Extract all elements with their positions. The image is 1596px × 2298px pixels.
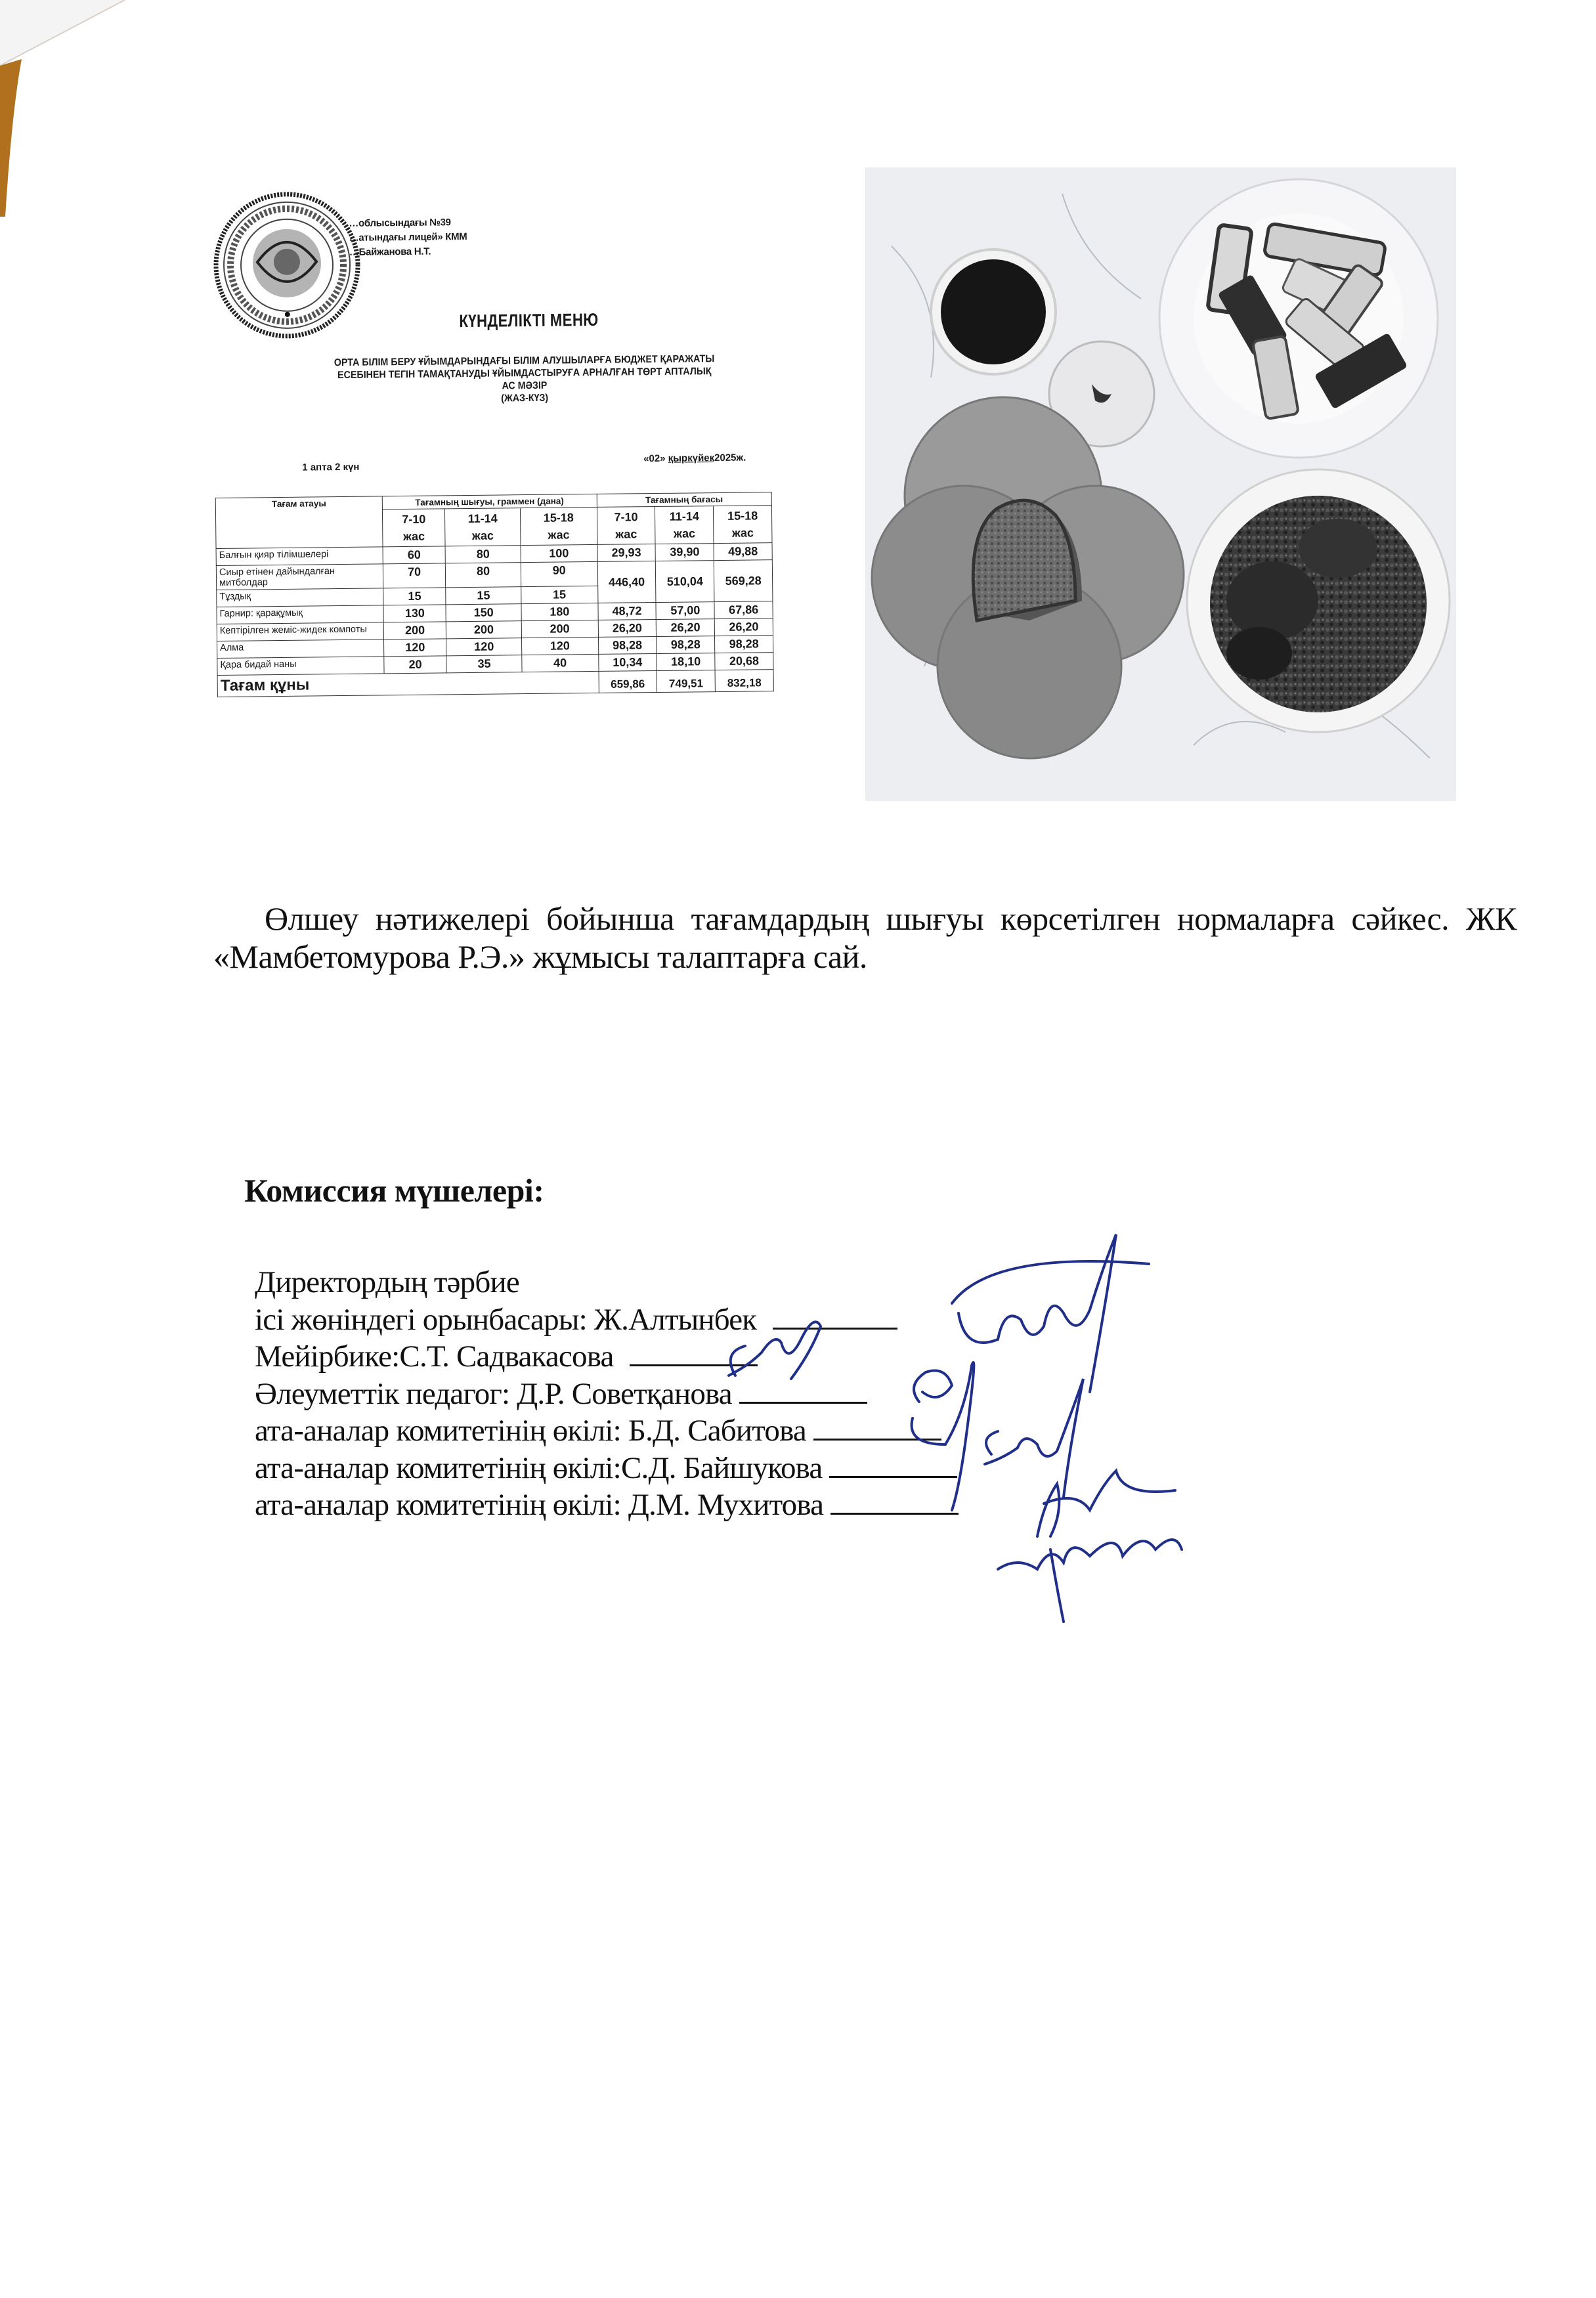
dish-price: 49,88 bbox=[714, 543, 772, 561]
dish-yield: 120 bbox=[446, 638, 522, 656]
age-range: 7-10 bbox=[402, 512, 426, 527]
subtitle-line: ЕСЕБІНЕН ТЕГІН ТАМАҚТАНУДЫ ҰЙЫМДАСТЫРУҒА АРНАЛҒАН ТӨРТ АПТАЛЫҚ bbox=[337, 366, 712, 381]
dish-yield: 200 bbox=[446, 621, 522, 639]
dish-price: 26,20 bbox=[598, 620, 657, 638]
total-price: 832,18 bbox=[715, 670, 773, 692]
member-role-name: ата-аналар комитетінің өкілі:С.Д. Байшукова bbox=[255, 1450, 823, 1485]
dish-yield: 40 bbox=[522, 654, 599, 672]
dish-price: 10,34 bbox=[598, 654, 657, 672]
age-group-header bbox=[655, 506, 714, 544]
signature-line bbox=[773, 1327, 897, 1330]
menu-date bbox=[643, 452, 746, 465]
age-range: 15-18 bbox=[727, 509, 758, 523]
member-parent-rep-2 bbox=[255, 1450, 959, 1487]
date-year: 2025ж. bbox=[714, 452, 746, 464]
dish-price: 18,10 bbox=[657, 653, 715, 671]
food-photo bbox=[865, 167, 1456, 801]
member-parent-rep-3 bbox=[255, 1486, 959, 1524]
age-group-header bbox=[382, 509, 445, 547]
buckwheat-meatball-bowl bbox=[1187, 469, 1450, 732]
dish-price: 48,72 bbox=[597, 603, 656, 620]
age-group-header bbox=[445, 508, 521, 546]
dish-yield: 130 bbox=[383, 605, 446, 622]
total-price: 659,86 bbox=[599, 670, 657, 693]
dish-yield: 20 bbox=[384, 656, 447, 674]
dish-price: 98,28 bbox=[715, 636, 773, 653]
menu-week-day: 1 апта 2 күн bbox=[302, 461, 360, 473]
dish-name: Балғын қияр тілімшелері bbox=[216, 547, 383, 566]
dish-yield: 150 bbox=[446, 604, 521, 622]
signature-line bbox=[739, 1401, 867, 1404]
folded-corner bbox=[0, 0, 131, 217]
dish-yield: 200 bbox=[521, 620, 598, 638]
signature-line bbox=[830, 1512, 959, 1515]
stamp-approval-text bbox=[349, 215, 467, 260]
signature-line bbox=[813, 1438, 941, 1441]
dish-price: 510,04 bbox=[656, 561, 714, 603]
dish-price: 26,20 bbox=[657, 619, 715, 637]
dish-yield: 120 bbox=[384, 639, 447, 657]
age-range: 15-18 bbox=[543, 511, 574, 525]
age-group-header bbox=[520, 507, 597, 545]
dish-yield: 35 bbox=[446, 655, 522, 673]
member-role-name: Мейірбике:С.Т. Садвакасова bbox=[255, 1339, 614, 1374]
signature-sabitova bbox=[985, 1379, 1083, 1497]
date-month: қыркүйек bbox=[668, 452, 715, 464]
dish-yield: 90 bbox=[521, 561, 597, 586]
total-label: Тағам құны bbox=[217, 671, 599, 697]
dish-yield: 15 bbox=[446, 587, 521, 605]
dish-price: 67,86 bbox=[714, 601, 773, 619]
compote-cup bbox=[931, 249, 1056, 374]
member-role: Директордың тәрбие bbox=[255, 1265, 519, 1299]
member-parent-rep-1 bbox=[255, 1412, 959, 1450]
dish-yield: 80 bbox=[445, 546, 521, 563]
age-unit: жас bbox=[402, 529, 425, 544]
menu-title: КҮНДЕЛІКТІ МЕНЮ bbox=[459, 309, 599, 332]
menu-table bbox=[215, 492, 774, 697]
signature-line bbox=[630, 1364, 758, 1366]
dish-yield: 80 bbox=[446, 563, 521, 588]
dish-yield: 15 bbox=[383, 588, 446, 605]
menu-scan bbox=[204, 131, 857, 768]
stamp-line: …атындағы лицей» КММ bbox=[349, 230, 467, 244]
dish-yield: 200 bbox=[383, 622, 446, 640]
member-social-pedagogue bbox=[255, 1376, 959, 1413]
signature-mukhitova bbox=[998, 1540, 1182, 1622]
col-header-price: Тағамның бағасы bbox=[597, 492, 772, 508]
member-role-name: Әлеуметтік педагог: Д.Р. Советқанова bbox=[255, 1376, 732, 1411]
subtitle-line: ОРТА БІЛІМ БЕРУ ҰЙЫМДАРЫНДАҒЫ БІЛІМ АЛУШЫЛАРҒА БЮДЖЕТ ҚАРАЖАТЫ bbox=[334, 353, 715, 369]
member-role-name: ата-аналар комитетінің өкілі: Б.Д. Сабитова bbox=[255, 1414, 806, 1448]
age-unit: жас bbox=[673, 527, 696, 540]
menu-subtitle bbox=[274, 352, 775, 407]
dish-name: Сиыр етінен дайындалған митболдар bbox=[216, 564, 383, 590]
stamp-line: …облысындағы №39 bbox=[349, 217, 451, 229]
dish-price: 29,93 bbox=[597, 544, 656, 562]
dish-price: 39,90 bbox=[655, 544, 714, 561]
dish-name: Алма bbox=[217, 640, 384, 659]
age-unit: жас bbox=[731, 526, 754, 540]
dish-name: Кептірілген жеміс-жидек компоты bbox=[217, 622, 383, 641]
commission-members bbox=[255, 1264, 959, 1524]
dish-name: Қара бидай наны bbox=[217, 657, 384, 676]
age-range: 11-14 bbox=[467, 511, 498, 525]
conclusion-paragraph: Өлшеу нәтижелері бойынша тағамдардың шығуы көрсетілген нормаларға сәйкес. ЖК «Мамбетомурова Р.Э.» жұмысы талаптарға сай. bbox=[213, 900, 1517, 975]
age-group-header bbox=[714, 506, 772, 544]
member-deputy-director bbox=[255, 1264, 959, 1301]
dish-price: 98,28 bbox=[598, 637, 657, 655]
member-role-name: ісі жөніндегі орынбасары: Ж.Алтынбек bbox=[255, 1302, 757, 1337]
stamp-line: …Байжанова Н.Т. bbox=[349, 246, 431, 258]
age-range: 7-10 bbox=[614, 510, 638, 524]
dish-yield: 15 bbox=[521, 586, 598, 603]
dish-price: 20,68 bbox=[715, 653, 773, 670]
dish-yield: 180 bbox=[521, 603, 598, 620]
age-group-header bbox=[597, 507, 655, 545]
subtitle-line: АС МӘЗІР bbox=[502, 379, 548, 392]
commission-title: Комиссия мүшелері: bbox=[244, 1172, 544, 1209]
col-header-dish-name: Тағам атауы bbox=[215, 496, 383, 549]
age-unit: жас bbox=[471, 529, 494, 542]
dish-name: Тұздық bbox=[217, 588, 383, 607]
dish-price: 26,20 bbox=[714, 618, 773, 636]
col-header-yield: Тағамның шығуы, граммен (дана) bbox=[382, 494, 597, 509]
date-day: «02» bbox=[643, 452, 666, 465]
cucumber-plate bbox=[1159, 179, 1438, 458]
age-unit: жас bbox=[548, 528, 570, 542]
signature-altynbek bbox=[952, 1234, 1149, 1392]
dish-yield: 70 bbox=[383, 563, 446, 588]
signature-baishukova bbox=[1037, 1471, 1175, 1536]
signature-line bbox=[829, 1475, 957, 1478]
dish-name: Гарнир: қарақұмық bbox=[217, 605, 383, 624]
member-role-name: ата-аналар комитетінің өкілі: Д.М. Мухитова bbox=[255, 1488, 824, 1522]
dish-yield: 60 bbox=[383, 546, 446, 564]
member-deputy-director-line2 bbox=[255, 1301, 959, 1339]
age-unit: жас bbox=[615, 527, 637, 541]
dish-price: 446,40 bbox=[597, 561, 656, 603]
dish-yield: 120 bbox=[521, 637, 598, 655]
subtitle-line: (ЖАЗ-КҮЗ) bbox=[501, 392, 549, 404]
dish-price: 569,28 bbox=[714, 560, 773, 602]
age-range: 11-14 bbox=[669, 509, 699, 523]
dish-price: 98,28 bbox=[657, 636, 715, 654]
menu-row bbox=[216, 560, 772, 590]
total-price: 749,51 bbox=[657, 670, 715, 693]
dish-price: 57,00 bbox=[656, 602, 714, 620]
member-nurse bbox=[255, 1338, 959, 1376]
dish-yield: 100 bbox=[521, 544, 597, 562]
